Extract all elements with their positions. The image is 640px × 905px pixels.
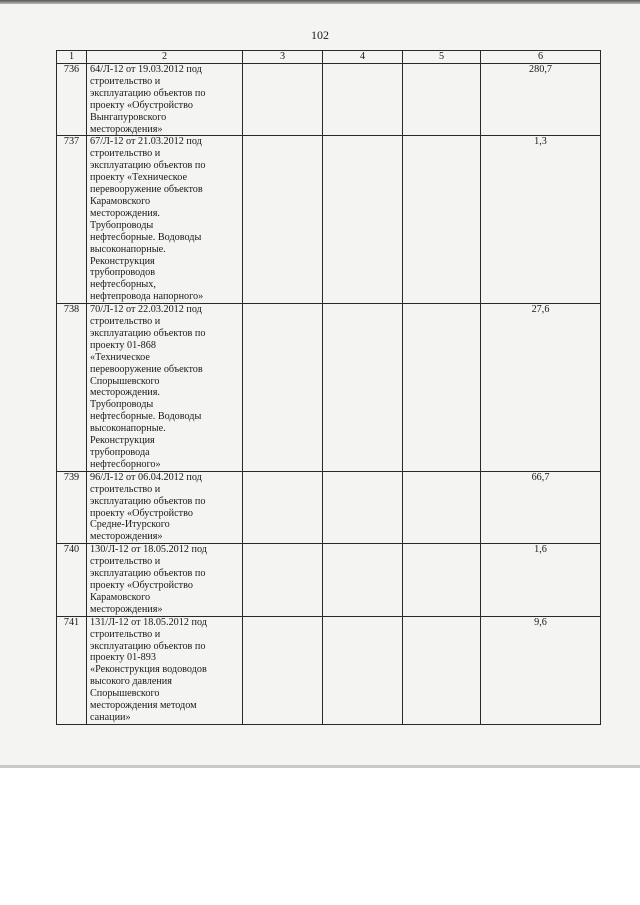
row-value: 66,7 [481,471,601,543]
description-line: 67/Л-12 от 21.03.2012 под [90,136,202,148]
description-line: строительство и [90,556,161,568]
description-line: высоконапорные. [90,423,166,435]
row-description [87,304,243,472]
description-line: проекту «Обустройство [90,579,193,591]
cell-col5 [403,136,481,304]
description-line: нефтесборного» [90,458,161,470]
description-line: 64/Л-12 от 19.03.2012 под [90,64,202,75]
description-line: 131/Л-12 от 18.05.2012 под [90,616,207,628]
description-line: Реконструкция [90,255,155,267]
row-value: 1,3 [481,136,601,304]
cell-col3 [243,304,323,472]
column-header-3: 3 [243,51,323,64]
description-line: проекту «Обустройство [90,99,193,111]
description-line: 96/Л-12 от 06.04.2012 под [90,471,202,483]
table-row [57,304,601,472]
table-row [57,64,601,136]
cell-col5 [403,544,481,616]
description-line: строительство и [90,483,161,495]
column-header-4: 4 [323,51,403,64]
description-line: нефтесборные. Водоводы [90,411,202,423]
description-line: Карамовского [90,195,151,207]
description-line: месторождения. [90,387,160,399]
row-value: 1,6 [481,544,601,616]
description-line: нефтесборных, [90,279,156,291]
description-line: «Техническое [90,351,150,363]
table-row [57,471,601,543]
row-description [87,64,243,136]
cell-col3 [243,136,323,304]
row-number: 737 [57,136,87,304]
description-line: перевооружение объектов [90,363,203,375]
cell-col3 [243,616,323,724]
row-number: 739 [57,471,87,543]
description-line: месторождения методом [90,700,197,712]
row-description [87,544,243,616]
description-line: 130/Л-12 от 18.05.2012 под [90,544,207,556]
cell-col5 [403,304,481,472]
description-line: 70/Л-12 от 22.03.2012 под [90,304,202,316]
cell-col4 [323,544,403,616]
row-value: 27,6 [481,304,601,472]
page-number: 102 [311,28,329,42]
description-line: эксплуатацию объектов по [90,568,206,580]
description-line: перевооружение объектов [90,184,203,196]
description-line: нефтесборные. Водоводы [90,231,202,243]
description-line: строительство и [90,316,161,328]
column-header-1: 1 [57,51,87,64]
cell-col3 [243,64,323,136]
description-line: проекту «Техническое [90,172,187,184]
description-line: эксплуатацию объектов по [90,327,206,339]
description-line: проекту «Обустройство [90,507,193,519]
cell-col5 [403,64,481,136]
table-row [57,616,601,724]
scan-edge [0,0,640,4]
description-line: нефтепровода напорного» [90,291,204,303]
cell-col4 [323,616,403,724]
row-number: 736 [57,64,87,136]
description-line: трубопроводов [90,267,156,279]
description-line: проекту 01-893 [90,652,156,664]
description-line: Трубопроводы [90,219,154,231]
table-row [57,544,601,616]
description-line: Вынгапуровского [90,111,167,123]
description-line: Реконструкция [90,435,155,447]
cell-col5 [403,471,481,543]
description-line: строительство и [90,148,161,160]
description-line: месторождения» [90,603,163,615]
row-value: 9,6 [481,616,601,724]
description-line: санации» [90,711,131,723]
description-line: месторождения» [90,531,163,543]
description-line: Трубопроводы [90,399,154,411]
description-line: «Реконструкция водоводов [90,664,207,676]
description-line: Карамовского [90,591,151,603]
row-value: 280,7 [481,64,601,136]
cell-col4 [323,304,403,472]
description-line: строительство и [90,75,161,87]
description-line: строительство и [90,628,161,640]
table-row [57,136,601,304]
description-line: Спорышевского [90,375,160,387]
description-line: эксплуатацию объектов по [90,495,206,507]
column-header-2: 2 [87,51,243,64]
row-description [87,471,243,543]
description-line: трубопровода [90,447,150,458]
column-header-5: 5 [403,51,481,64]
row-number: 741 [57,616,87,724]
header-row [57,51,601,64]
cell-col4 [323,64,403,136]
cell-col4 [323,136,403,304]
description-line: эксплуатацию объектов по [90,87,206,99]
description-line: месторождения» [90,123,163,135]
cell-col5 [403,616,481,724]
cell-col4 [323,471,403,543]
row-description [87,136,243,304]
description-line: проекту 01-868 [90,339,156,351]
description-line: эксплуатацию объектов по [90,160,206,172]
description-line: Средне-Итурского [90,519,170,531]
description-line: эксплуатацию объектов по [90,640,206,652]
cell-col3 [243,471,323,543]
row-number: 738 [57,304,87,472]
column-header-6: 6 [481,51,601,64]
register-table [56,50,601,725]
description-line: месторождения. [90,207,160,219]
row-number: 740 [57,544,87,616]
row-description [87,616,243,724]
description-line: высоконапорные. [90,243,166,255]
cell-col3 [243,544,323,616]
description-line: Спорышевского [90,688,160,700]
description-line: высокого давления [90,676,172,688]
